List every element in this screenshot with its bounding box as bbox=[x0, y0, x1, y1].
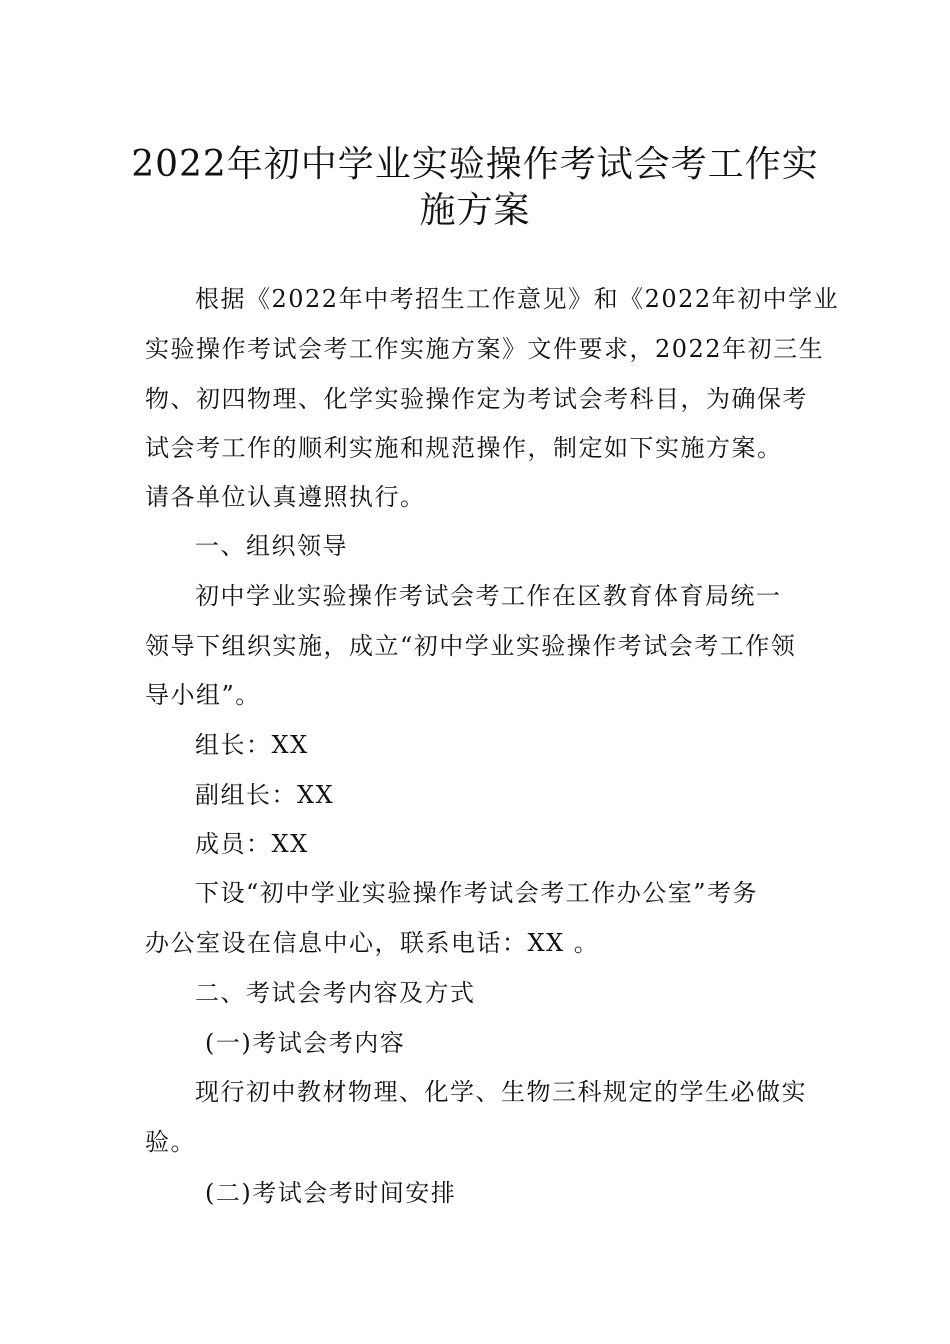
section-2-heading: 二、考试会考内容及方式 bbox=[195, 979, 476, 1007]
document-title-line-2: 施方案 bbox=[419, 190, 531, 231]
office-line-1: 下设“初中学业实验操作考试会考工作办公室”考务 bbox=[195, 879, 759, 907]
intro-line-5: 请各单位认真遵照执行。 bbox=[145, 483, 426, 511]
intro-line-3: 物、初四物理、化学实验操作定为考试会考科目，为确保考 bbox=[145, 385, 808, 413]
intro-line-4: 试会考工作的顺利实施和规范操作，制定如下实施方案。 bbox=[145, 434, 783, 462]
subsection-1-body-line-2: 验。 bbox=[145, 1128, 196, 1156]
subsection-1-heading: (一)考试会考内容 bbox=[205, 1029, 406, 1057]
intro-line-1: 根据《2022年中考招生工作意见》和《2022年初中学业 bbox=[195, 285, 840, 313]
section-1-heading: 一、组织领导 bbox=[195, 532, 348, 560]
subsection-1-body-line-1: 现行初中教材物理、化学、生物三科规定的学生必做实 bbox=[195, 1078, 807, 1106]
document-title-line-1: 2022年初中学业实验操作考试会考工作实 bbox=[131, 144, 819, 185]
group-leader: 组长：XX bbox=[195, 731, 309, 759]
section-1-body-line-1: 初中学业实验操作考试会考工作在区教育体育局统一 bbox=[195, 582, 782, 610]
subsection-2-heading: (二)考试会考时间安排 bbox=[205, 1179, 457, 1207]
deputy-leader: 副组长：XX bbox=[195, 781, 335, 809]
section-1-body-line-2: 领导下组织实施，成立“初中学业实验操作考试会考工作领 bbox=[145, 632, 797, 660]
office-line-2: 办公室设在信息中心，联系电话：XX 。 bbox=[145, 929, 600, 957]
group-members: 成员：XX bbox=[195, 830, 309, 858]
intro-line-2: 实验操作考试会考工作实施方案》文件要求，2022年初三生 bbox=[145, 335, 825, 363]
section-1-body-line-3: 导小组”。 bbox=[145, 681, 261, 709]
